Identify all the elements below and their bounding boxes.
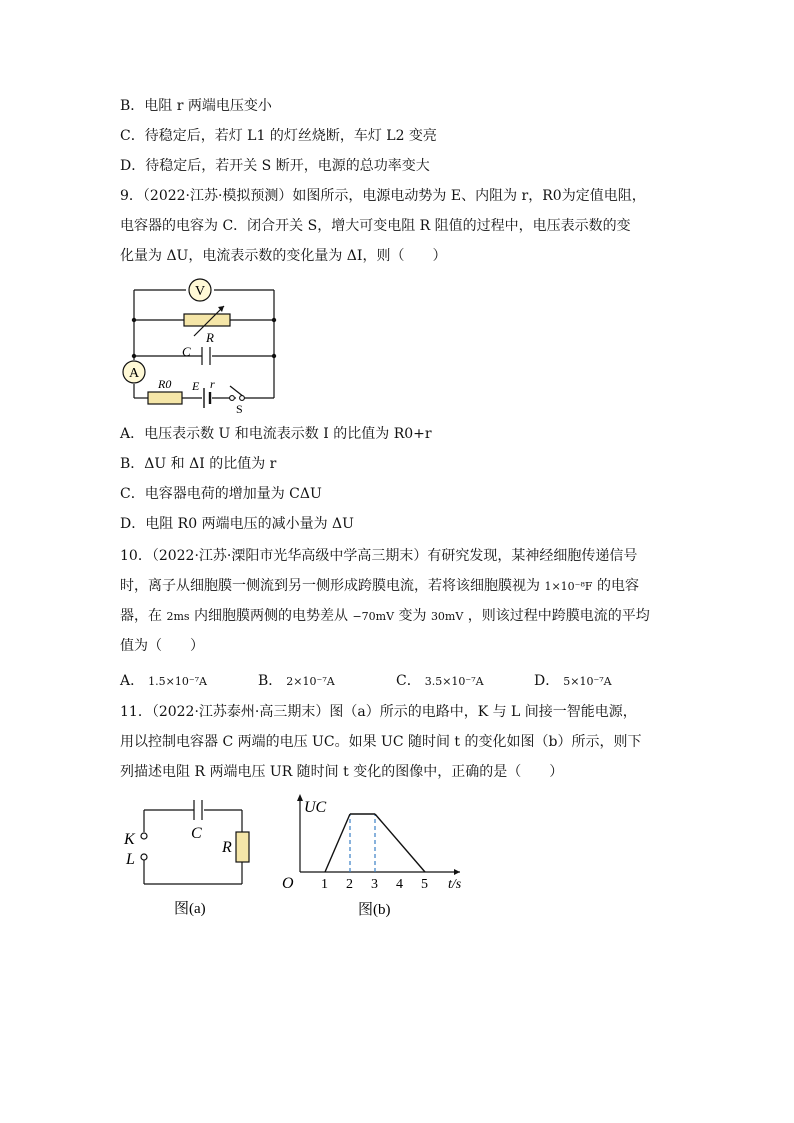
x-tick-label: 5 — [421, 877, 428, 892]
terminal-l-label: L — [126, 851, 135, 868]
q11-stem-line1: 11．（2022·江苏泰州·高三期末）图（a）所示的电路中，K 与 L 间接一智能电源， — [120, 704, 637, 720]
x-axis-arrow — [454, 869, 460, 875]
q10-text: 时，离子从细胞膜一侧流到另一侧形成跨膜电流，若将该细胞膜视为 — [120, 578, 540, 594]
q10-option-b: B． 2×10⁻⁷A — [258, 673, 335, 689]
y-axis-label: UC — [304, 799, 327, 816]
q10-stem-line3 — [120, 606, 650, 627]
q10-stem-line4: 值为（ ） — [120, 638, 204, 654]
fixed-resistor-label: R0 — [158, 377, 172, 391]
q11-figure-a — [118, 798, 268, 922]
internal-resistance-label: r — [210, 377, 215, 391]
capacitor-label: C — [191, 825, 202, 842]
uc-series-segment — [375, 814, 425, 872]
q10-option-c: C． 3.5×10⁻⁷A — [396, 673, 484, 689]
q10-time: 2ms — [166, 610, 190, 623]
q9-circuit-diagram — [118, 276, 288, 416]
q10-options — [120, 670, 680, 692]
q10-capacitance: 1×10⁻⁸F — [544, 580, 593, 593]
capacitor-label: C — [182, 344, 191, 359]
q11-figure-b-chart — [274, 790, 474, 924]
ammeter-label: A — [128, 366, 140, 381]
q8-option-d: D．待稳定后，若开关 S 断开，电源的总功率变大 — [120, 158, 430, 174]
q9-option-a: A．电压表示数 U 和电流表示数 I 的比值为 R0+r — [120, 426, 432, 442]
origin-label: O — [282, 875, 294, 892]
switch-label: S — [236, 402, 243, 416]
resistor-r-label: R — [206, 330, 214, 345]
q11-stem-line2: 用以控制电容器 C 两端的电压 UC。如果 UC 随时间 t 的变化如图（b）所示，则下 — [120, 734, 642, 750]
q9-option-d: D．电阻 R0 两端电压的减小量为 ΔU — [120, 516, 354, 532]
q11-stem-line3: 列描述电阻 R 两端电压 UR 随时间 t 变化的图像中，正确的是（ ） — [120, 764, 564, 780]
emf-label: E — [192, 379, 200, 393]
q10-option-d: D． 5×10⁻⁷A — [534, 673, 612, 689]
q10-text: 器，在 — [120, 608, 162, 624]
q9-stem-line3: 化量为 ΔU，电流表示数的变化量为 ΔI，则（ ） — [120, 248, 447, 264]
q9-stem-line2: 电容器的电容为 C．闭合开关 S，增大可变电阻 R 阻值的过程中，电压表示数的变 — [120, 218, 631, 234]
q10-voltage-to: 30mV — [430, 610, 464, 623]
x-tick-label: 4 — [396, 877, 403, 892]
x-tick-label: 1 — [321, 877, 328, 892]
resistor-label: R — [222, 839, 232, 856]
q9-stem-line1: 9．（2022·江苏·模拟预测）如图所示，电源电动势为 E、内阻为 r，R0为定值电阻， — [120, 188, 646, 204]
y-axis-arrow — [297, 794, 303, 801]
q10-voltage-from: −70mV — [352, 610, 395, 623]
q9-option-c: C．电容器电荷的增加量为 CΔU — [120, 486, 322, 502]
terminal-k-label: K — [124, 831, 135, 848]
voltmeter-label: V — [194, 284, 206, 299]
q10-stem-line2 — [120, 576, 639, 597]
x-axis-label: t/s — [448, 877, 462, 892]
figure-a-caption: 图(a) — [174, 901, 206, 917]
figure-b-caption: 图(b) — [358, 902, 391, 918]
q10-stem-line1: 10．（2022·江苏·溧阳市光华高级中学高三期末）有研究发现，某神经细胞传递信号 — [120, 548, 638, 564]
q9-option-b: B．ΔU 和 ΔI 的比值为 r — [120, 456, 277, 472]
x-tick-label: 3 — [371, 877, 378, 892]
q10-option-a: A． 1.5×10⁻⁷A — [120, 673, 207, 689]
q8-option-c: C．待稳定后，若灯 L1 的灯丝烧断，车灯 L2 变亮 — [120, 128, 437, 144]
q10-text: 内细胞膜两侧的电势差从 — [193, 608, 348, 624]
x-tick-label: 2 — [346, 877, 353, 892]
q10-text: ，则该过程中跨膜电流的平均 — [467, 608, 650, 624]
uc-series-segment — [325, 814, 350, 872]
q10-text: 变为 — [398, 608, 427, 624]
q10-text: 的电容 — [596, 578, 639, 594]
q8-option-b: B．电阻 r 两端电压变小 — [120, 98, 272, 114]
